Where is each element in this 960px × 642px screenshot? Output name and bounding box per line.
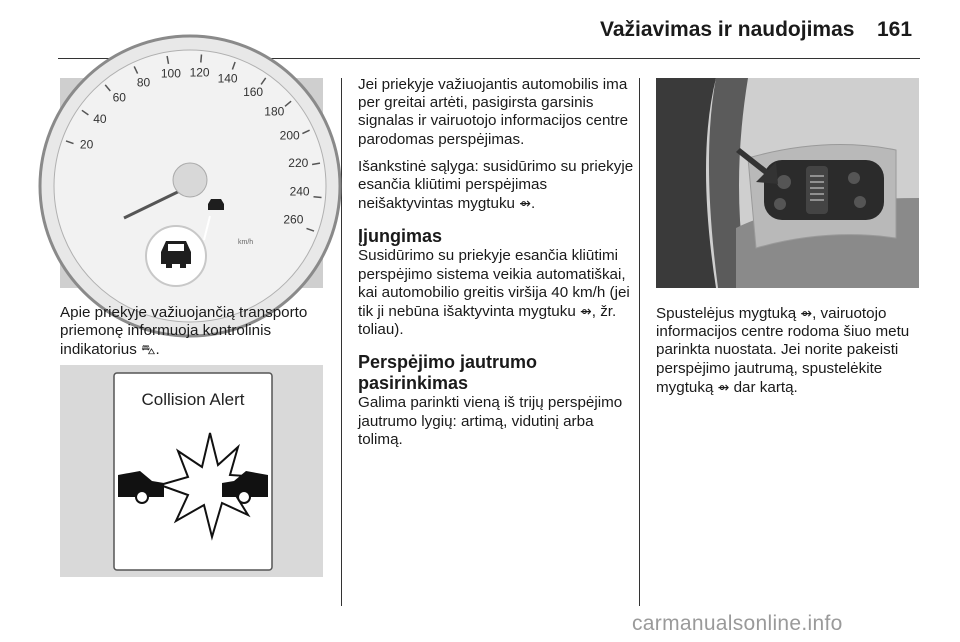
speedometer-illustration (60, 65, 323, 288)
sensitivity-heading: Perspėjimo jautrumo pasirinkimas (358, 352, 538, 394)
speedometer-tick-label: 120 (189, 65, 210, 80)
steering-wheel-figure (656, 78, 919, 288)
speedometer-tick-label: 60 (112, 90, 126, 105)
car-symbol-icon: ⛍ (141, 341, 156, 358)
speedometer-tick-label: 180 (264, 104, 285, 119)
column-3-text (656, 304, 922, 397)
collision-alert-steering-button-icon (777, 175, 791, 189)
speedometer-tick-label: 200 (279, 128, 300, 143)
car-small-icon (208, 199, 224, 210)
speedometer-tick-label: 140 (217, 71, 238, 86)
collision-alert-button-icon: ⇴ (717, 378, 730, 395)
page-header-title: Važiavimas ir naudojimas (600, 18, 855, 41)
sensitivity-paragraph: Galima parinkti vieną iš trijų perspėjimo jautrumo lygių: artimą, vidutinį arba tolimą. (358, 394, 623, 448)
car-front-icon (161, 241, 191, 268)
sensitivity-selection-paragraph: Spustelėjus mygtuką ⇴, vairuotojo informacijos centre rodoma šiuo metu parinkta nuostata. Jei norite pakeisti perspėjimo jautrumą, spustelėkite mygtuką ⇴ dar kartą. (656, 305, 910, 396)
speedometer-tick-label: 260 (283, 212, 304, 227)
speedometer-tick-label: 100 (160, 66, 181, 81)
approach-warning-paragraph: Jei priekyje važiuojantis automobilis ima per greitai artėti, pasigirsta garsinis signalas ir vairuotojo informacijos centre parodomas perspėjimas. (358, 76, 629, 148)
column-rule-left (341, 78, 342, 606)
speedometer-tick-label: 40 (93, 111, 107, 126)
steering-wheel-illustration (656, 78, 919, 288)
column-rule-right (639, 78, 640, 606)
cruise-on-button-icon (848, 172, 860, 184)
speed-unit-label: km/h (238, 239, 254, 246)
speedometer-tick-label: 240 (289, 184, 310, 199)
speedometer-tick-label: 160 (243, 84, 264, 99)
speedometer-figure (60, 65, 323, 288)
speedometer-tick-label: 80 (136, 75, 151, 90)
speedometer-tick-label: 220 (288, 155, 309, 170)
collision-alert-figure (60, 365, 323, 577)
activation-paragraph: Susidūrimo su priekyje esančia kliūtimi perspėjimo sistema veikia automatiškai, kai automobilio greitis viršija 40 km/h (jei tik ji nebūna išaktyvinta mygtuku ⇴, žr. toliau). (358, 247, 630, 339)
speedometer-tick-label: 20 (79, 137, 94, 152)
cruise-cancel-button-icon (774, 198, 786, 210)
watermark: carmanualsonline.info (632, 612, 843, 635)
page-number: 161 (877, 18, 913, 41)
collision-alert-illustration (60, 365, 323, 577)
column-2-text (358, 76, 634, 449)
cruise-speed-button-icon (854, 196, 866, 208)
collision-alert-title: Collision Alert (141, 390, 245, 409)
column-1-text (60, 304, 330, 360)
speedometer-tick-mark (201, 55, 202, 63)
activation-heading: Įjungimas (358, 226, 443, 247)
indicator-paragraph: Apie priekyje važiuojančią transporto priemonę informuoja kontrolinis indikatorius ⛍. (60, 304, 308, 359)
collision-alert-button-icon: ⇴ (519, 195, 531, 212)
precondition-paragraph: Išankstinė sąlyga: susidūrimo su priekyje esančia kliūtimi perspėjimas neišaktyvintas mygtuku ⇴. (358, 157, 634, 213)
collision-alert-button-icon: ⇴ (580, 303, 592, 320)
speedometer-tick-mark (314, 197, 322, 198)
collision-alert-button-icon: ⇴ (800, 305, 813, 321)
